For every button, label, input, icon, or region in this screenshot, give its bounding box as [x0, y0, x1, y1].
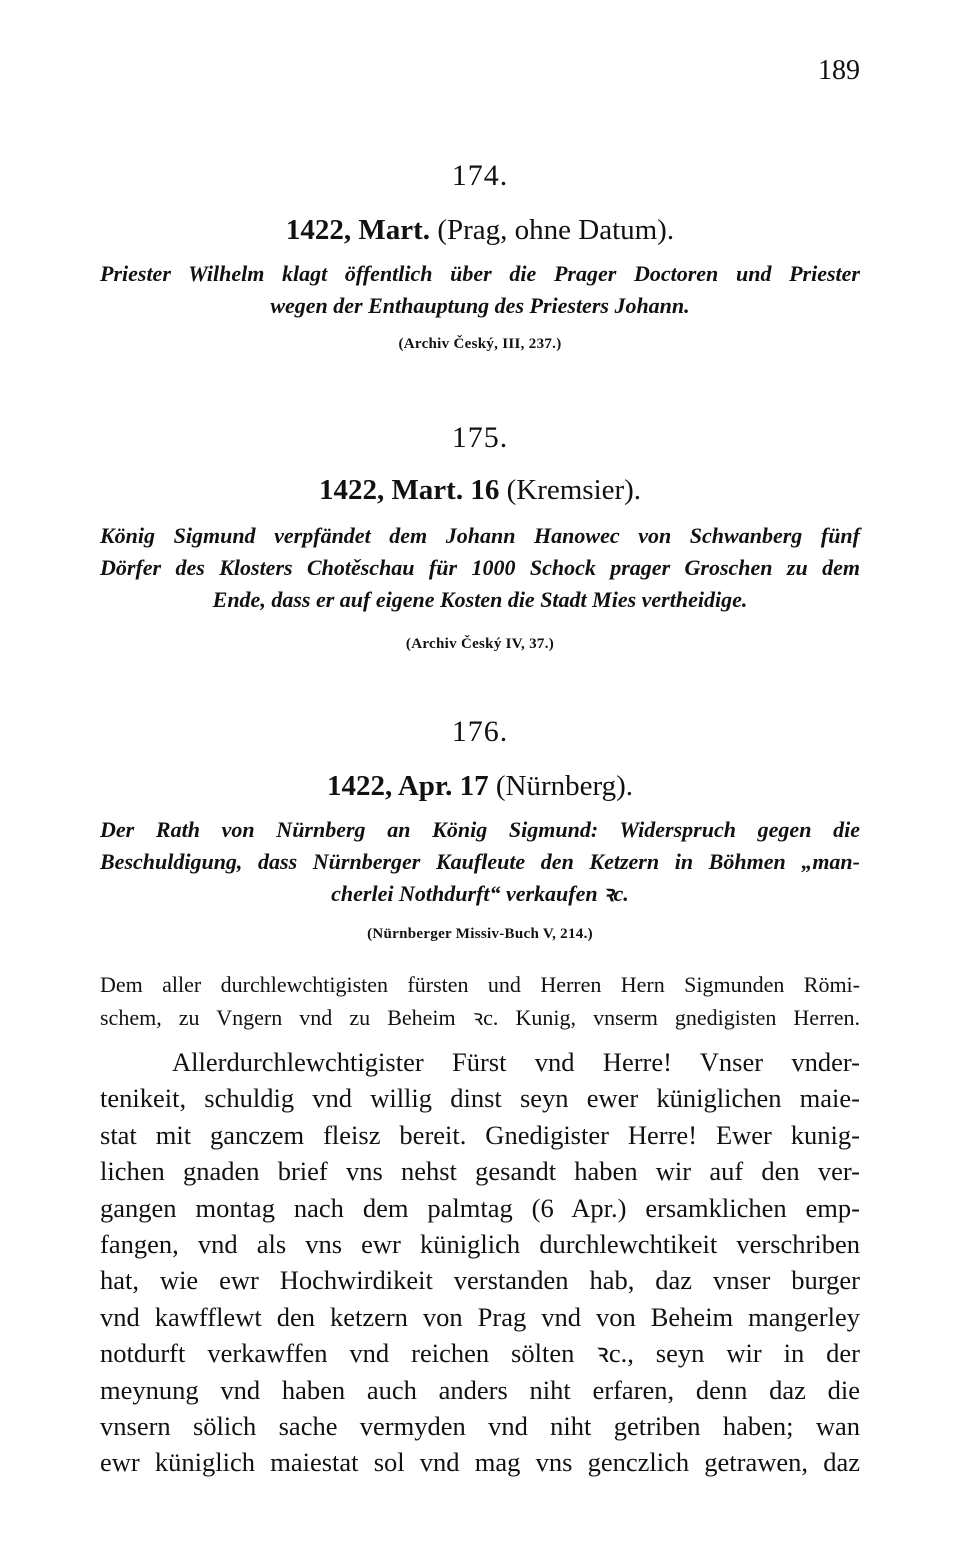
- body-line: tenikeit, schuldig vnd willig dinst seyn ewer küniglichen maie-: [100, 1083, 860, 1114]
- entry-date: [100, 768, 860, 804]
- body-line: lichen gnaden brief vns nehst gesandt haben wir auf den ver-: [100, 1156, 860, 1187]
- body-line: fangen, vnd als vns ewr küniglich durchlewchtikeit verschriben: [100, 1229, 860, 1260]
- address-line: Dem aller durchlewchtigisten fürsten und Herren Hern Sigmunden Römi-: [100, 972, 860, 997]
- entry-source: (Archiv Český, III, 237.): [398, 336, 562, 352]
- summary-line: Der Rath von Nürnberg an König Sigmund: Widerspruch gegen die: [100, 817, 860, 842]
- summary-line: Beschuldigung, dass Nürnberger Kaufleute den Ketzern in Böhmen „man-: [100, 849, 860, 874]
- entry-number: 174.: [451, 159, 509, 192]
- summary-line: König Sigmund verpfändet dem Johann Hanowec von Schwanberg fünf: [100, 523, 860, 548]
- address-line: schem, zu Vngern vnd zu Beheim ꝛc. Kunig, vnserm gnedigisten Herren.: [100, 1005, 860, 1030]
- body-line: vnsern sölich sache vermyden vnd niht getriben haben; wan: [100, 1411, 860, 1442]
- entry-174: [100, 158, 860, 358]
- entry-175: [100, 420, 860, 658]
- entry-source: (Nürnberger Missiv-Buch V, 214.): [367, 926, 593, 942]
- body-line: hat, wie ewr Hochwirdikeit verstanden hab, daz vnser burger: [100, 1265, 860, 1296]
- letter-body: [100, 1044, 860, 1481]
- page-number: 189: [818, 55, 860, 86]
- entry-date: [100, 472, 860, 508]
- summary-line: Dörfer des Klosters Chotěschau für 1000 Schock prager Groschen zu dem: [100, 555, 860, 580]
- entry-date-place: (Prag, ohne Datum).: [430, 214, 675, 246]
- summary-line: cherlei Nothdurft“ verkaufen ꝛc.: [331, 881, 629, 906]
- summary-line: Ende, dass er auf eigene Kosten die Stadt Mies vertheidige.: [212, 587, 748, 612]
- entry-date-place: (Nürnberg).: [488, 770, 634, 802]
- entry-date-bold: 1422, Apr. 17: [326, 770, 489, 802]
- entry-summary: [100, 258, 860, 322]
- body-line: Allerdurchlewchtigister Fürst vnd Herre! Vnser vnder-: [172, 1047, 860, 1077]
- entry-summary: [100, 814, 860, 910]
- entry-number: 175.: [451, 421, 509, 454]
- entry-date: [100, 212, 860, 248]
- summary-line: Priester Wilhelm klagt öffentlich über die Prager Doctoren und Priester: [100, 261, 860, 286]
- entry-date-place: (Kremsier).: [499, 474, 642, 506]
- entry-number: 176.: [451, 715, 509, 748]
- letter-address: [100, 968, 860, 1034]
- entry-date-bold: 1422, Mart.: [285, 214, 431, 246]
- body-line: vnd kawfflewt den ketzern von Prag vnd von Beheim mangerley: [100, 1301, 860, 1332]
- body-line: stat mit ganczem fleisz bereit. Gnedigister Herre! Ewer kunig-: [100, 1119, 860, 1150]
- entry-date-bold: 1422, Mart. 16: [318, 474, 500, 506]
- body-line: ewr küniglich maiestat sol vnd mag vns genczlich getrawen, daz: [100, 1447, 860, 1478]
- body-line: notdurft verkawffen vnd reichen sölten ꝛc., seyn wir in der: [100, 1338, 860, 1369]
- body-line: gangen montag nach dem palmtag (6 Apr.) ersamklichen emp-: [100, 1192, 860, 1223]
- entry-176: [100, 714, 860, 948]
- body-line: meynung vnd haben auch anders niht erfaren, denn daz die: [100, 1374, 860, 1405]
- entry-source: (Archiv Český IV, 37.): [405, 636, 555, 652]
- entry-summary: [100, 520, 860, 616]
- summary-line: wegen der Enthauptung des Priesters Johann.: [270, 293, 690, 318]
